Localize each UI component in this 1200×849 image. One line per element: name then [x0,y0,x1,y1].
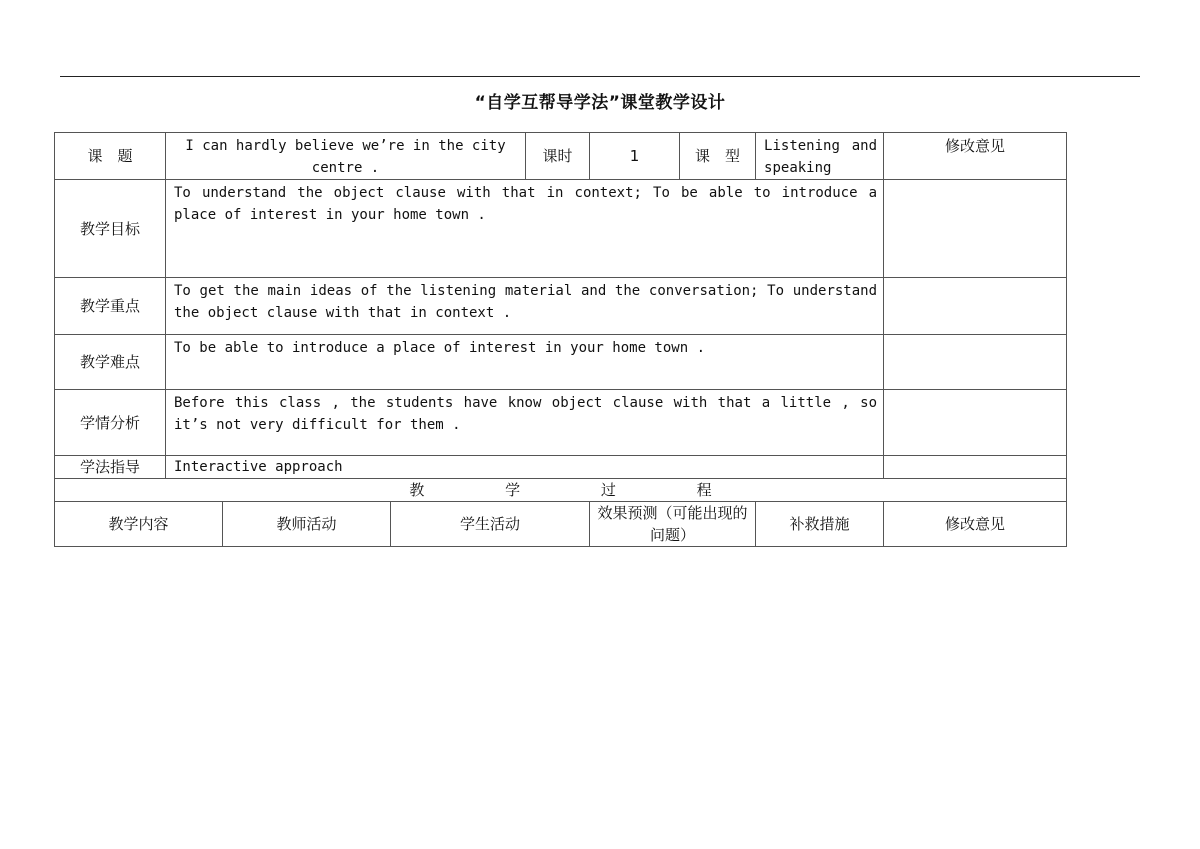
type-label: 课 型 [680,133,756,180]
method-row [55,456,1067,479]
method-revision [884,456,1067,479]
col-remedial-measures: 补救措施 [756,502,884,547]
analysis-content: Before this class , the students have know object clause with that a little , so it’s not very difficult for them . [166,390,884,456]
key-points-content: To get the main ideas of the listening material and the conversation; To understand the object clause with that in context . [166,278,884,335]
process-heading [55,479,1067,502]
lesson-plan-table [54,132,1067,547]
revision-label: 修改意见 [884,133,1067,180]
difficulties-content: To be able to introduce a place of interest in your home town . [166,335,884,390]
difficulties-row [55,335,1067,390]
goals-label: 教学目标 [55,180,166,278]
period-value: 1 [590,133,680,180]
header-rule [60,76,1140,77]
key-points-revision [884,278,1067,335]
goals-content: To understand the object clause with that in context; To be able to introduce a place of interest in your home town . [166,180,884,278]
difficulties-revision [884,335,1067,390]
goals-revision [884,180,1067,278]
method-content: Interactive approach [166,456,884,479]
method-label: 学法指导 [55,456,166,479]
document-title: “自学互帮导学法”课堂教学设计 [474,93,726,113]
process-heading-text: 教 学 过 程 [409,481,750,499]
topic-value: I can hardly believe we’re in the city centre . [166,133,526,180]
analysis-row [55,390,1067,456]
difficulties-label: 教学难点 [55,335,166,390]
goals-row [55,180,1067,278]
col-effect-prediction: 效果预测（可能出现的问题） [590,502,756,547]
process-heading-row [55,479,1067,502]
topic-label: 课 题 [55,133,166,180]
col-teaching-content: 教学内容 [55,502,223,547]
col-revision: 修改意见 [884,502,1067,547]
col-student-activity: 学生活动 [391,502,590,547]
analysis-revision [884,390,1067,456]
col-teacher-activity: 教师活动 [223,502,391,547]
analysis-label: 学情分析 [55,390,166,456]
key-points-row [55,278,1067,335]
process-columns-row [55,502,1067,547]
type-value: Listening and speaking [756,133,884,180]
period-label: 课时 [526,133,590,180]
key-points-label: 教学重点 [55,278,166,335]
header-row [55,133,1067,180]
